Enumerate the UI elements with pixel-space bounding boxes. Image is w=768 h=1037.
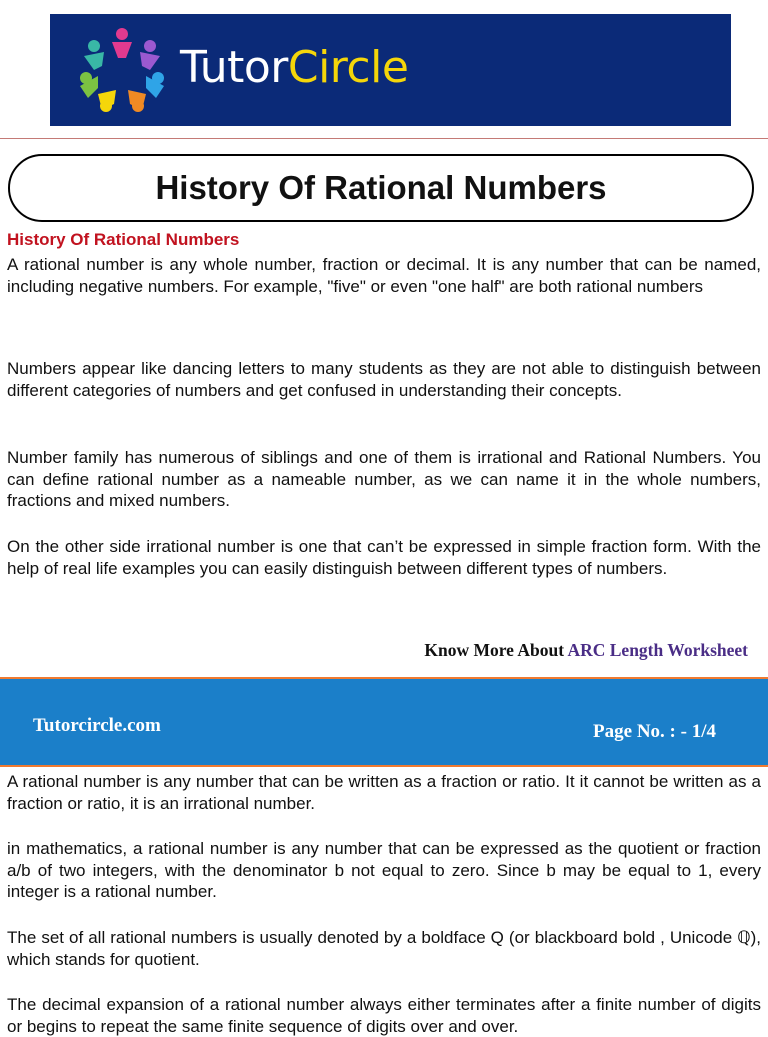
page-title: History Of Rational Numbers (155, 169, 607, 206)
paragraph-8: The decimal expansion of a rational number always either terminates after a finite number of digits or begins to repeat the same finite sequence of digits over and over. (7, 995, 761, 1036)
know-more-lead: Know More About (424, 640, 565, 660)
paragraph-5: A rational number is any number that can be written as a fraction or ratio. It it cannot be written as a fraction or ratio, it is an irrational number. (7, 772, 761, 813)
paragraph-6: in mathematics, a rational number is any number that can be expressed as the quotient or fraction a/b of two integers, with the denominator b not equal to zero. Since b may be equal to 1, every integer is a rational number. (7, 839, 761, 901)
arc-length-worksheet-link[interactable]: ARC Length Worksheet (567, 640, 748, 660)
header-banner (50, 14, 731, 126)
top-divider (0, 138, 768, 139)
paragraph-4: On the other side irrational number is one that can’t be expressed in simple fraction form. With the help of real life examples you can easily distinguish between different types of numbers. (7, 537, 761, 578)
people-circle-logo-icon (72, 26, 172, 116)
footer-band (0, 677, 768, 767)
footer-site-link[interactable]: Tutorcircle.com (33, 715, 161, 736)
paragraph-1: A rational number is any whole number, fraction or decimal. It is any number that can be named, including negative numbers. For example, "five" or even "one half" are both rational numbers (7, 255, 761, 296)
brand-logo-text (180, 38, 408, 98)
paragraph-2: Numbers appear like dancing letters to many students as they are not able to distinguish between different categories of numbers and get confused in understanding their concepts. (7, 359, 761, 400)
paragraph-7: The set of all rational numbers is usually denoted by a boldface Q (or blackboard bold , Unicode ℚ), which stands for quotient. (7, 928, 761, 969)
paragraph-3: Number family has numerous of siblings and one of them is irrational and Rational Numbers. You can define rational number as a nameable number, as we can name it in the whole numbers, fractions and mixed numbers. (7, 448, 761, 510)
title-box (8, 154, 754, 222)
brand-word-tutor: Tutor (180, 42, 288, 93)
section-heading: History Of Rational Numbers (7, 230, 240, 249)
brand-word-circle: Circle (287, 42, 409, 93)
page-number: Page No. : - 1/4 (593, 721, 716, 742)
know-more-line (424, 640, 748, 661)
